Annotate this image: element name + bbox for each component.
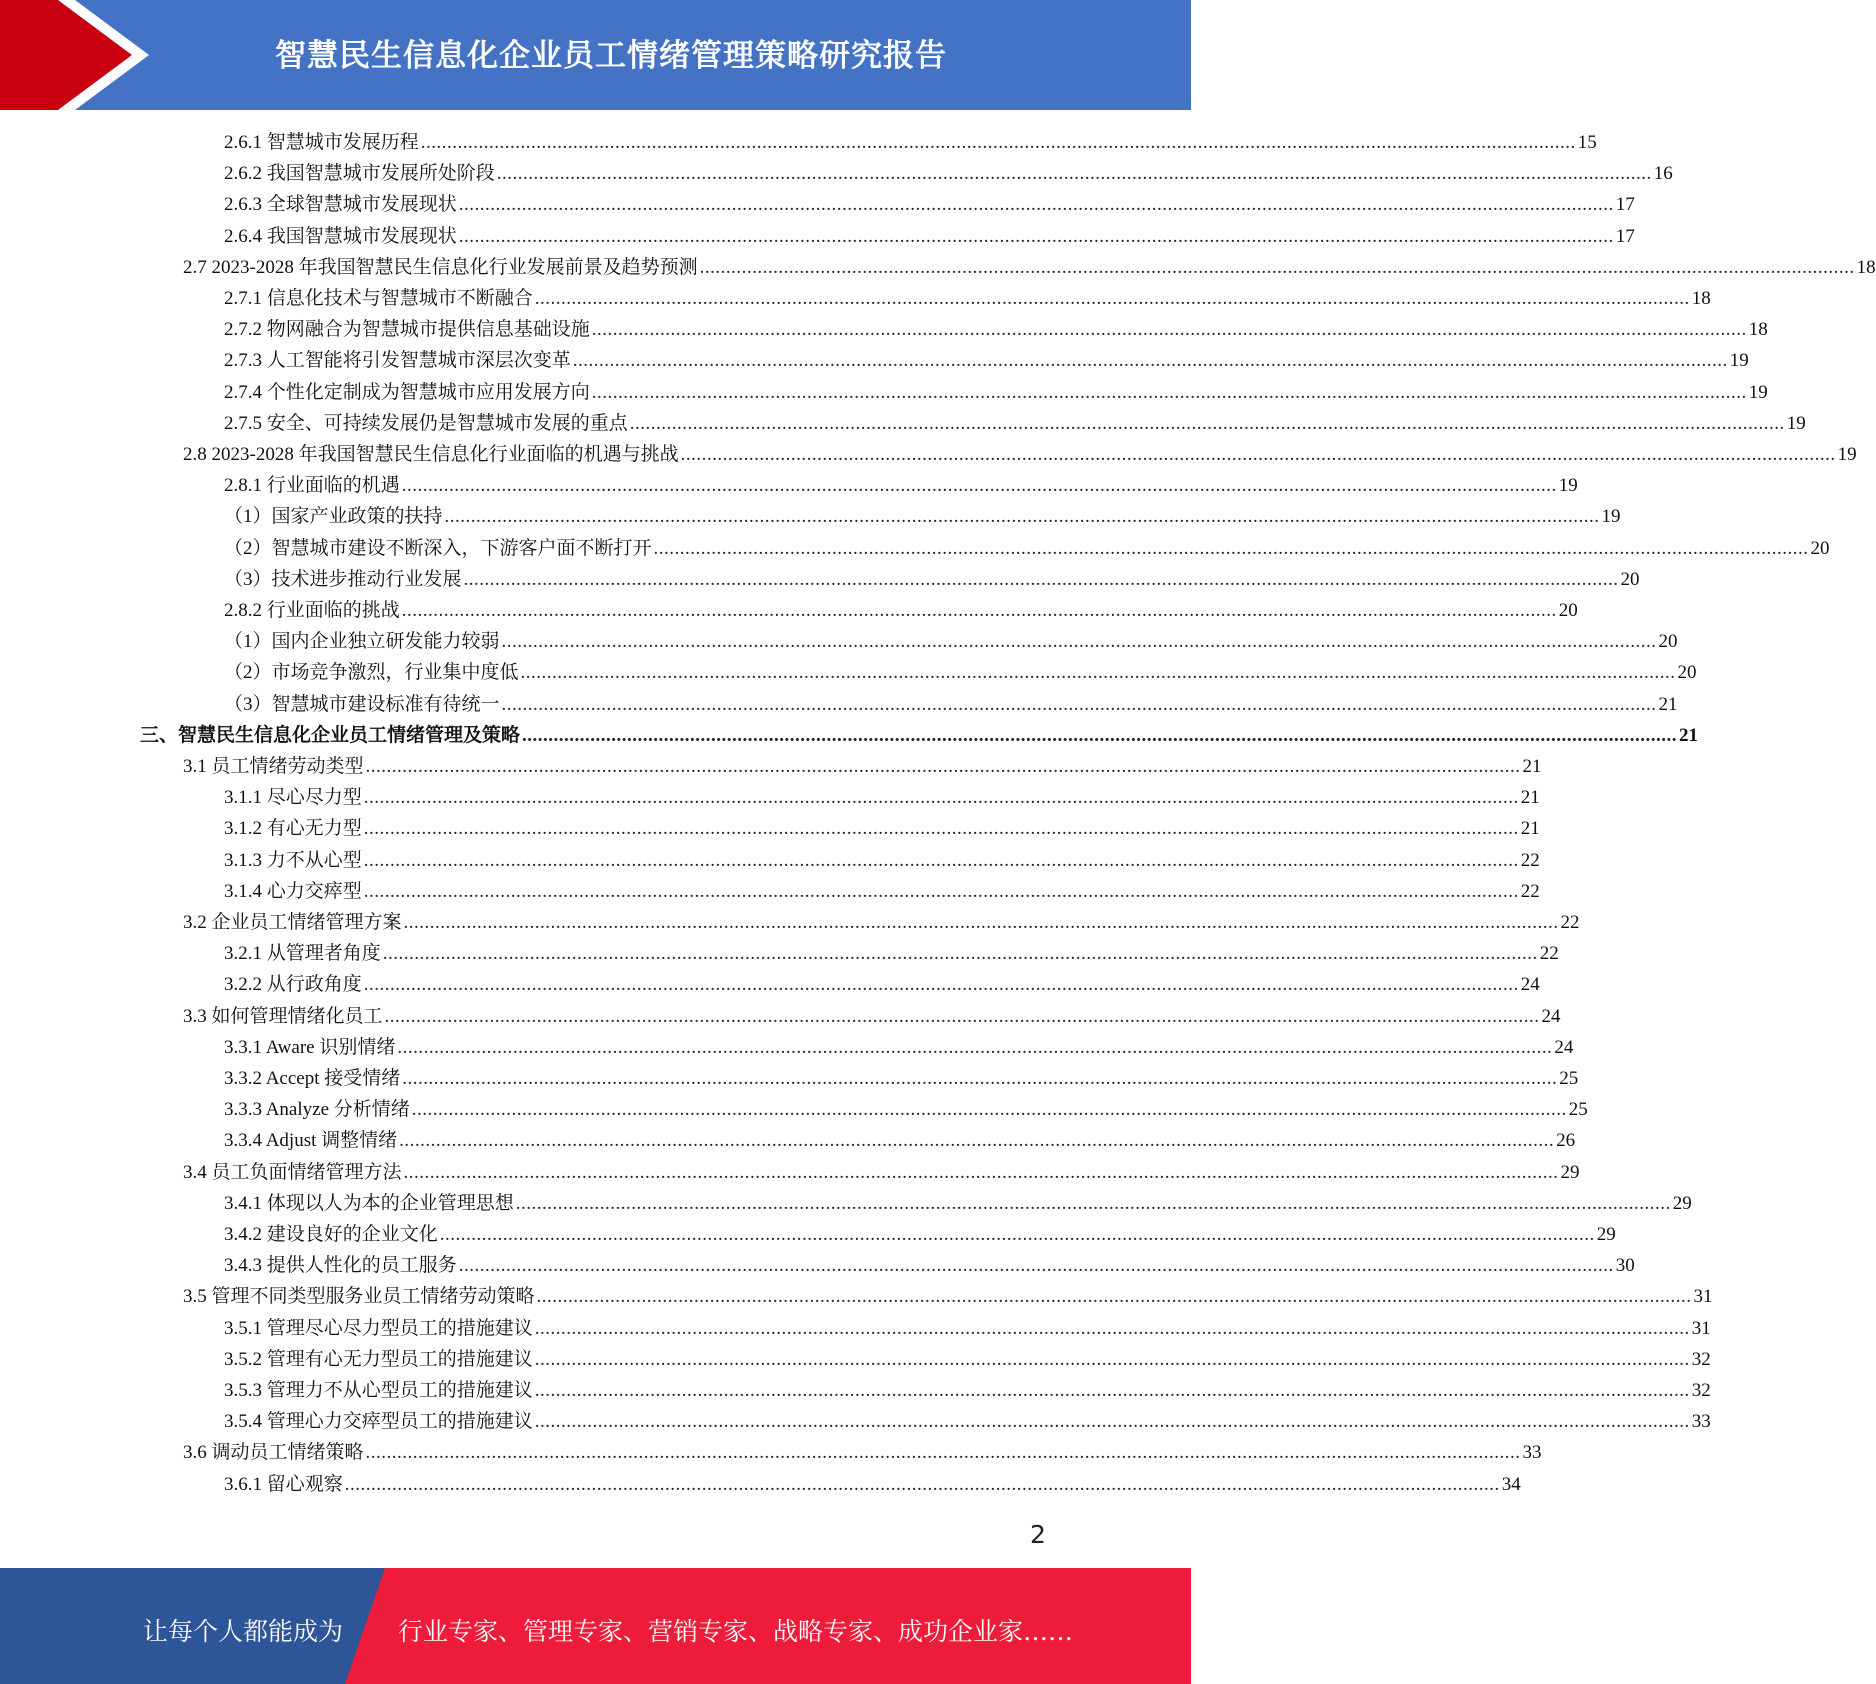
toc-entry-title: （2）智慧城市建设不断深入，下游客户面不断打开	[224, 537, 652, 559]
toc-entry[interactable]	[224, 1469, 1521, 1500]
toc-entry-page: 29	[1560, 1161, 1580, 1183]
toc-leader-dots: ............................................................................................................................................................................................................................	[344, 1473, 1500, 1495]
toc-entry-page: 18	[1748, 319, 1768, 341]
toc-entry-page: 19	[1748, 381, 1768, 403]
toc-entry[interactable]	[224, 345, 1749, 376]
toc-entry-title: 3.4 员工负面情绪管理方法	[183, 1161, 402, 1183]
toc-entry-page: 32	[1691, 1380, 1711, 1401]
toc-leader-dots: ............................................................................................................................................................................................................................	[536, 1286, 1692, 1308]
toc-entry-title: 2.7.4 个性化定制成为智慧城市应用发展方向	[224, 381, 590, 403]
toc-leader-dots: ............................................................................................................................................................................................................................	[501, 693, 1657, 715]
footer-slogan-left: 让每个人都能成为	[143, 1617, 344, 1646]
toc-entry-page: 15	[1577, 132, 1597, 153]
toc-leader-dots: ............................................................................................................................................................................................................................	[591, 381, 1747, 403]
toc-entry-page: 20	[1810, 537, 1830, 559]
toc-leader-dots: ............................................................................................................................................................................................................................	[522, 724, 1678, 746]
toc-leader-dots: ............................................................................................................................................................................................................................	[496, 163, 1652, 185]
toc-entry-title: 2.7.2 物网融合为智慧城市提供信息基础设施	[224, 319, 590, 341]
toc-entry-page: 19	[1837, 444, 1857, 465]
toc-entry[interactable]	[224, 1313, 1711, 1344]
toc-leader-dots: ............................................................................................................................................................................................................................	[363, 880, 1519, 902]
toc-entry[interactable]	[224, 1219, 1616, 1250]
toc-entry[interactable]	[183, 751, 1542, 782]
toc-leader-dots: ............................................................................................................................................................................................................................	[402, 1068, 1558, 1089]
toc-entry-title: 3.6 调动员工情绪策略	[183, 1442, 364, 1464]
toc-leader-dots: ............................................................................................................................................................................................................................	[653, 537, 1809, 559]
toc-entry-title: （2）市场竞争激烈，行业集中度低	[224, 662, 519, 684]
toc-leader-dots: ............................................................................................................................................................................................................................	[444, 506, 1600, 528]
toc-entry-title: （3）智慧城市建设标准有待统一	[224, 693, 500, 715]
toc-entry[interactable]	[224, 1063, 1579, 1094]
toc-entry[interactable]	[224, 408, 1806, 439]
toc-entry[interactable]	[224, 283, 1711, 314]
toc-leader-dots: ............................................................................................................................................................................................................................	[403, 912, 1559, 933]
toc-entry-page: 24	[1541, 1005, 1561, 1027]
toc-entry[interactable]	[224, 470, 1578, 501]
toc-entry-title: 2.6.3 全球智慧城市发展现状	[224, 194, 457, 216]
toc-entry[interactable]	[224, 1375, 1711, 1406]
toc-leader-dots: ............................................................................................................................................................................................................................	[439, 1224, 1595, 1245]
toc-leader-dots: ............................................................................................................................................................................................................................	[382, 943, 1538, 965]
toc-leader-dots: ............................................................................................................................................................................................................................	[363, 787, 1519, 809]
toc-entry[interactable]	[224, 689, 1678, 720]
toc-leader-dots: ............................................................................................................................................................................................................................	[699, 256, 1855, 278]
toc-entry-page: 21	[1520, 818, 1540, 840]
toc-entry[interactable]	[224, 969, 1540, 1000]
toc-entry-page: 17	[1615, 194, 1635, 216]
toc-entry-title: 2.7.1 信息化技术与智慧城市不断融合	[224, 288, 533, 309]
toc-entry-title: 2.8.1 行业面临的机遇	[224, 475, 400, 497]
toc-entry-page: 24	[1520, 974, 1540, 996]
toc-entry-page: 25	[1568, 1099, 1588, 1121]
toc-entry-title: 2.8.2 行业面临的挑战	[224, 600, 400, 621]
toc-entry-title: 3.5 管理不同类型服务业员工情绪劳动策略	[183, 1286, 535, 1308]
toc-entry[interactable]	[224, 533, 1830, 564]
toc-entry-page: 29	[1672, 1192, 1692, 1214]
toc-entry-page: 20	[1677, 662, 1697, 684]
toc-entry[interactable]	[224, 1344, 1711, 1375]
toc-entry[interactable]	[224, 595, 1578, 626]
toc-entry[interactable]	[224, 1032, 1574, 1063]
toc-entry-page: 33	[1522, 1442, 1542, 1464]
toc-entry[interactable]	[224, 1125, 1576, 1156]
toc-leader-dots: ............................................................................................................................................................................................................................	[680, 444, 1836, 465]
toc-entry-page: 22	[1520, 880, 1540, 902]
toc-entry[interactable]	[224, 564, 1640, 595]
toc-leader-dots: ............................................................................................................................................................................................................................	[458, 194, 1614, 216]
toc-entry-title: 2.7.5 安全、可持续发展仍是智慧城市发展的重点	[224, 412, 628, 434]
toc-entry-page: 29	[1596, 1224, 1616, 1245]
page-footer	[0, 1568, 1191, 1684]
toc-entry[interactable]	[183, 439, 1857, 470]
toc-entry-page: 31	[1693, 1286, 1713, 1308]
toc-entry-title: 三、智慧民生信息化企业员工情绪管理及策略	[140, 724, 521, 746]
toc-entry-page: 24	[1554, 1036, 1574, 1058]
toc-entry[interactable]	[224, 626, 1678, 657]
toc-entry[interactable]	[224, 377, 1768, 408]
toc-entry-page: 26	[1556, 1130, 1576, 1152]
toc-entry-title: 3.1 员工情绪劳动类型	[183, 756, 364, 777]
report-title: 智慧民生信息化企业员工情绪管理策略研究报告	[275, 38, 947, 74]
toc-entry-page: 22	[1520, 849, 1540, 871]
toc-leader-dots: ............................................................................................................................................................................................................................	[458, 225, 1614, 247]
toc-entry-page: 17	[1615, 225, 1635, 247]
toc-entry[interactable]	[224, 1406, 1711, 1437]
toc-entry-title: 3.5.4 管理心力交瘁型员工的措施建议	[224, 1411, 533, 1433]
toc-entry-page: 32	[1691, 1348, 1711, 1370]
toc-entry[interactable]	[224, 501, 1621, 532]
toc-entry-page: 25	[1559, 1068, 1579, 1089]
page-header	[0, 0, 1191, 110]
toc-leader-dots: ............................................................................................................................................................................................................................	[534, 1411, 1690, 1433]
toc-entry-title: 3.1.1 尽心尽力型	[224, 787, 362, 809]
toc-entry-title: 3.3.2 Accept 接受情绪	[224, 1068, 401, 1089]
toc-entry[interactable]	[183, 252, 1876, 283]
toc-entry-page: 20	[1558, 600, 1578, 621]
toc-leader-dots: ............................................................................................................................................................................................................................	[534, 1380, 1690, 1401]
toc-entry[interactable]	[224, 221, 1635, 252]
toc-leader-dots: ............................................................................................................................................................................................................................	[363, 974, 1519, 996]
toc-entry[interactable]	[224, 938, 1559, 969]
toc-leader-dots: ............................................................................................................................................................................................................................	[397, 1036, 1553, 1058]
toc-entry-page: 19	[1786, 412, 1806, 434]
toc-leader-dots: ............................................................................................................................................................................................................................	[534, 288, 1690, 309]
toc-entry-title: 2.7.3 人工智能将引发智慧城市深层次变革	[224, 350, 571, 372]
toc-entry-page: 21	[1520, 787, 1540, 809]
toc-leader-dots: ............................................................................................................................................................................................................................	[515, 1192, 1671, 1214]
toc-entry-title: 3.4.1 体现以人为本的企业管理思想	[224, 1192, 514, 1214]
toc-leader-dots: ............................................................................................................................................................................................................................	[384, 1005, 1540, 1027]
toc-entry[interactable]	[224, 657, 1697, 688]
toc-entry-page: 34	[1501, 1473, 1521, 1495]
toc-entry-title: 2.6.4 我国智慧城市发展现状	[224, 225, 457, 247]
toc-entry-page: 19	[1558, 475, 1578, 497]
toc-entry[interactable]	[183, 1281, 1713, 1312]
toc-entry-title: 2.7 2023-2028 年我国智慧民生信息化行业发展前景及趋势预测	[183, 256, 698, 278]
toc-entry-page: 18	[1856, 256, 1876, 278]
toc-entry-page: 19	[1601, 506, 1621, 528]
toc-leader-dots: ............................................................................................................................................................................................................................	[534, 1317, 1690, 1339]
toc-entry-title: 2.8 2023-2028 年我国智慧民生信息化行业面临的机遇与挑战	[183, 444, 679, 465]
toc-leader-dots: ............................................................................................................................................................................................................................	[363, 818, 1519, 840]
toc-entry-title: 3.2.1 从管理者角度	[224, 943, 381, 965]
toc-entry[interactable]	[224, 1188, 1692, 1219]
toc-leader-dots: ............................................................................................................................................................................................................................	[403, 1161, 1559, 1183]
toc-leader-dots: ............................................................................................................................................................................................................................	[363, 849, 1519, 871]
toc-entry[interactable]	[224, 813, 1540, 844]
toc-leader-dots: ............................................................................................................................................................................................................................	[365, 1442, 1521, 1464]
toc-entry-page: 20	[1620, 568, 1640, 590]
toc-entry-page: 19	[1729, 350, 1749, 372]
toc-leader-dots: ............................................................................................................................................................................................................................	[520, 662, 1676, 684]
toc-entry-title: 3.3.1 Aware 识别情绪	[224, 1036, 396, 1058]
toc-entry-page: 31	[1691, 1317, 1711, 1339]
toc-entry[interactable]	[224, 158, 1673, 189]
toc-entry-page: 21	[1679, 724, 1699, 746]
page-number: 2	[1030, 1520, 1046, 1549]
toc-leader-dots: ............................................................................................................................................................................................................................	[420, 132, 1576, 153]
header-arrow-decoration	[0, 0, 160, 110]
toc-leader-dots: ............................................................................................................................................................................................................................	[401, 475, 1557, 497]
toc-entry[interactable]	[224, 1250, 1635, 1281]
toc-leader-dots: ............................................................................................................................................................................................................................	[401, 600, 1557, 621]
toc-entry-page: 33	[1691, 1411, 1711, 1433]
toc-entry-title: 3.3 如何管理情绪化员工	[183, 1005, 383, 1027]
toc-entry-title: （3）技术进步推动行业发展	[224, 568, 462, 590]
toc-entry-page: 21	[1522, 756, 1542, 777]
toc-entry-title: 3.4.2 建设良好的企业文化	[224, 1224, 438, 1245]
toc-entry[interactable]	[224, 189, 1635, 220]
toc-entry-title: 3.4.3 提供人性化的员工服务	[224, 1255, 457, 1277]
toc-entry-title: 3.3.3 Analyze 分析情绪	[224, 1099, 410, 1121]
toc-leader-dots: ............................................................................................................................................................................................................................	[572, 350, 1728, 372]
toc-entry[interactable]	[224, 782, 1540, 813]
toc-entry-title: 3.5.1 管理尽心尽力型员工的措施建议	[224, 1317, 533, 1339]
toc-leader-dots: ............................................................................................................................................................................................................................	[458, 1255, 1614, 1277]
toc-entry[interactable]	[224, 1094, 1588, 1125]
toc-entry-title: （1）国家产业政策的扶持	[224, 506, 443, 528]
toc-entry[interactable]	[183, 1157, 1580, 1188]
toc-entry[interactable]	[183, 907, 1580, 938]
toc-entry-title: （1）国内企业独立研发能力较弱	[224, 631, 500, 653]
toc-entry-page: 21	[1658, 693, 1678, 715]
toc-entry-title: 3.5.2 管理有心无力型员工的措施建议	[224, 1348, 533, 1370]
toc-entry-page: 16	[1653, 163, 1673, 185]
toc-leader-dots: ............................................................................................................................................................................................................................	[629, 412, 1785, 434]
toc-entry-title: 3.1.4 心力交瘁型	[224, 880, 362, 902]
toc-entry-title: 3.1.2 有心无力型	[224, 818, 362, 840]
toc-leader-dots: ............................................................................................................................................................................................................................	[463, 568, 1619, 590]
toc-entry[interactable]	[224, 876, 1540, 907]
toc-entry[interactable]	[224, 314, 1768, 345]
footer-slogan-right: 行业专家、管理专家、营销专家、战略专家、成功企业家……	[398, 1617, 1074, 1646]
toc-entry-title: 3.2.2 从行政角度	[224, 974, 362, 996]
toc-leader-dots: ............................................................................................................................................................................................................................	[534, 1348, 1690, 1370]
toc-entry[interactable]	[183, 1437, 1542, 1468]
toc-leader-dots: ............................................................................................................................................................................................................................	[591, 319, 1747, 341]
toc-leader-dots: ............................................................................................................................................................................................................................	[399, 1130, 1555, 1152]
toc-leader-dots: ............................................................................................................................................................................................................................	[501, 631, 1657, 653]
toc-entry-page: 22	[1539, 943, 1559, 965]
toc-entry-title: 3.2 企业员工情绪管理方案	[183, 912, 402, 933]
toc-entry-title: 2.6.2 我国智慧城市发展所处阶段	[224, 163, 495, 185]
toc-entry[interactable]	[140, 720, 1699, 751]
toc-entry[interactable]	[183, 1001, 1561, 1032]
toc-entry-page: 18	[1691, 288, 1711, 309]
toc-entry-page: 30	[1615, 1255, 1635, 1277]
toc-entry-title: 3.1.3 力不从心型	[224, 849, 362, 871]
toc-entry-page: 20	[1658, 631, 1678, 653]
toc-entry[interactable]	[224, 127, 1597, 158]
toc-leader-dots: ............................................................................................................................................................................................................................	[365, 756, 1521, 777]
toc-entry-title: 3.5.3 管理力不从心型员工的措施建议	[224, 1380, 533, 1401]
toc-entry[interactable]	[224, 845, 1540, 876]
toc-entry-title: 3.6.1 留心观察	[224, 1473, 343, 1495]
toc-entry-title: 2.6.1 智慧城市发展历程	[224, 132, 419, 153]
toc-entry-page: 22	[1560, 912, 1580, 933]
toc-leader-dots: ............................................................................................................................................................................................................................	[411, 1099, 1567, 1121]
toc-entry-title: 3.3.4 Adjust 调整情绪	[224, 1130, 398, 1152]
